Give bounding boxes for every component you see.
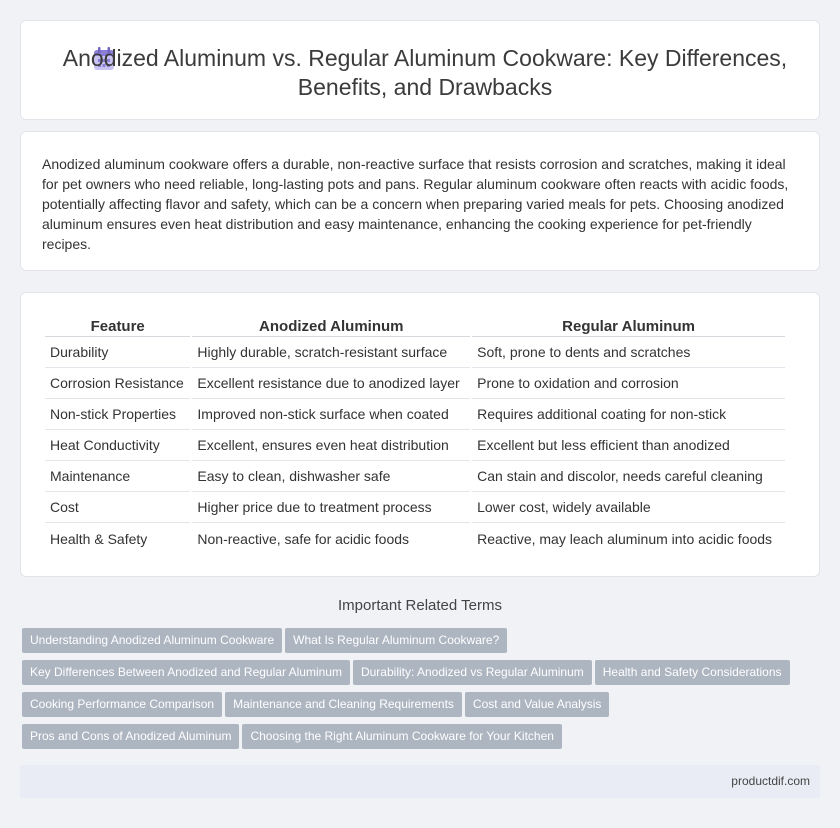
related-term-tag[interactable]: Cooking Performance Comparison	[22, 692, 222, 717]
table-row	[45, 368, 785, 399]
related-term-tag[interactable]: What Is Regular Aluminum Cookware?	[285, 628, 507, 653]
header-regular: Regular Aluminum	[472, 315, 785, 337]
anodized-cell: Easy to clean, dishwasher safe	[192, 461, 470, 492]
regular-cell: Requires additional coating for non-stick	[472, 399, 785, 430]
table-header-row	[45, 315, 785, 337]
regular-cell: Can stain and discolor, needs careful cleaning	[472, 461, 785, 492]
feature-cell: Durability	[45, 337, 190, 368]
header-card	[20, 20, 820, 120]
feature-cell: Maintenance	[45, 461, 190, 492]
related-term-tag[interactable]: Health and Safety Considerations	[595, 660, 790, 685]
header-anodized: Anodized Aluminum	[192, 315, 470, 337]
page-title: Anodized Aluminum vs. Regular Aluminum Cookware: Key Differences, Benefits, and Drawbacks	[62, 45, 788, 100]
comparison-table-card	[20, 292, 820, 577]
related-term-tag[interactable]: Durability: Anodized vs Regular Aluminum	[353, 660, 592, 685]
anodized-cell: Highly durable, scratch-resistant surface	[192, 337, 470, 368]
related-term-tag[interactable]: Pros and Cons of Anodized Aluminum	[22, 724, 239, 749]
related-term-tag[interactable]: Understanding Anodized Aluminum Cookware	[22, 628, 282, 653]
anodized-cell: Improved non-stick surface when coated	[192, 399, 470, 430]
related-terms-list	[22, 628, 822, 756]
table-row	[45, 492, 785, 523]
regular-cell: Prone to oxidation and corrosion	[472, 368, 785, 399]
related-term-tag[interactable]: Cost and Value Analysis	[465, 692, 610, 717]
table-row	[45, 337, 785, 368]
regular-cell: Excellent but less efficient than anodized	[472, 430, 785, 461]
feature-cell: Cost	[45, 492, 190, 523]
table-row	[45, 523, 785, 554]
intro-paragraph: Anodized aluminum cookware offers a durable, non-reactive surface that resists corrosion and scratches, making it ideal for pet owners who need reliable, long-lasting pots and pans. Regular aluminum cookware often reacts with acidic foods, potentially affecting flavor and safety, which can be a concern when preparing varied meals for pets. Choosing anodized aluminum ensures even heat distribution and easy maintenance, enhancing the cooking experience for pet-friendly recipes.	[42, 156, 789, 252]
related-term-tag[interactable]: Key Differences Between Anodized and Regular Aluminum	[22, 660, 350, 685]
related-terms-title: Important Related Terms	[338, 597, 502, 614]
table-row	[45, 399, 785, 430]
comparison-table	[43, 315, 787, 554]
footer	[20, 765, 820, 798]
related-term-tag[interactable]: Choosing the Right Aluminum Cookware for Your Kitchen	[242, 724, 562, 749]
table-row	[45, 461, 785, 492]
feature-cell: Heat Conductivity	[45, 430, 190, 461]
intro-card	[20, 131, 820, 271]
source-link[interactable]: productdif.com	[731, 774, 810, 788]
header-feature: Feature	[45, 315, 190, 337]
feature-cell: Corrosion Resistance	[45, 368, 190, 399]
anodized-cell: Higher price due to treatment process	[192, 492, 470, 523]
regular-cell: Soft, prone to dents and scratches	[472, 337, 785, 368]
related-term-tag[interactable]: Maintenance and Cleaning Requirements	[225, 692, 462, 717]
anodized-cell: Excellent resistance due to anodized layer	[192, 368, 470, 399]
anodized-cell: Non-reactive, safe for acidic foods	[197, 530, 410, 547]
feature-cell: Non-stick Properties	[45, 399, 190, 430]
feature-cell: Health & Safety	[50, 530, 148, 547]
regular-cell: Reactive, may leach aluminum into acidic foods	[477, 530, 773, 547]
table-row	[45, 430, 785, 461]
anodized-cell: Excellent, ensures even heat distribution	[192, 430, 470, 461]
regular-cell: Lower cost, widely available	[472, 492, 785, 523]
